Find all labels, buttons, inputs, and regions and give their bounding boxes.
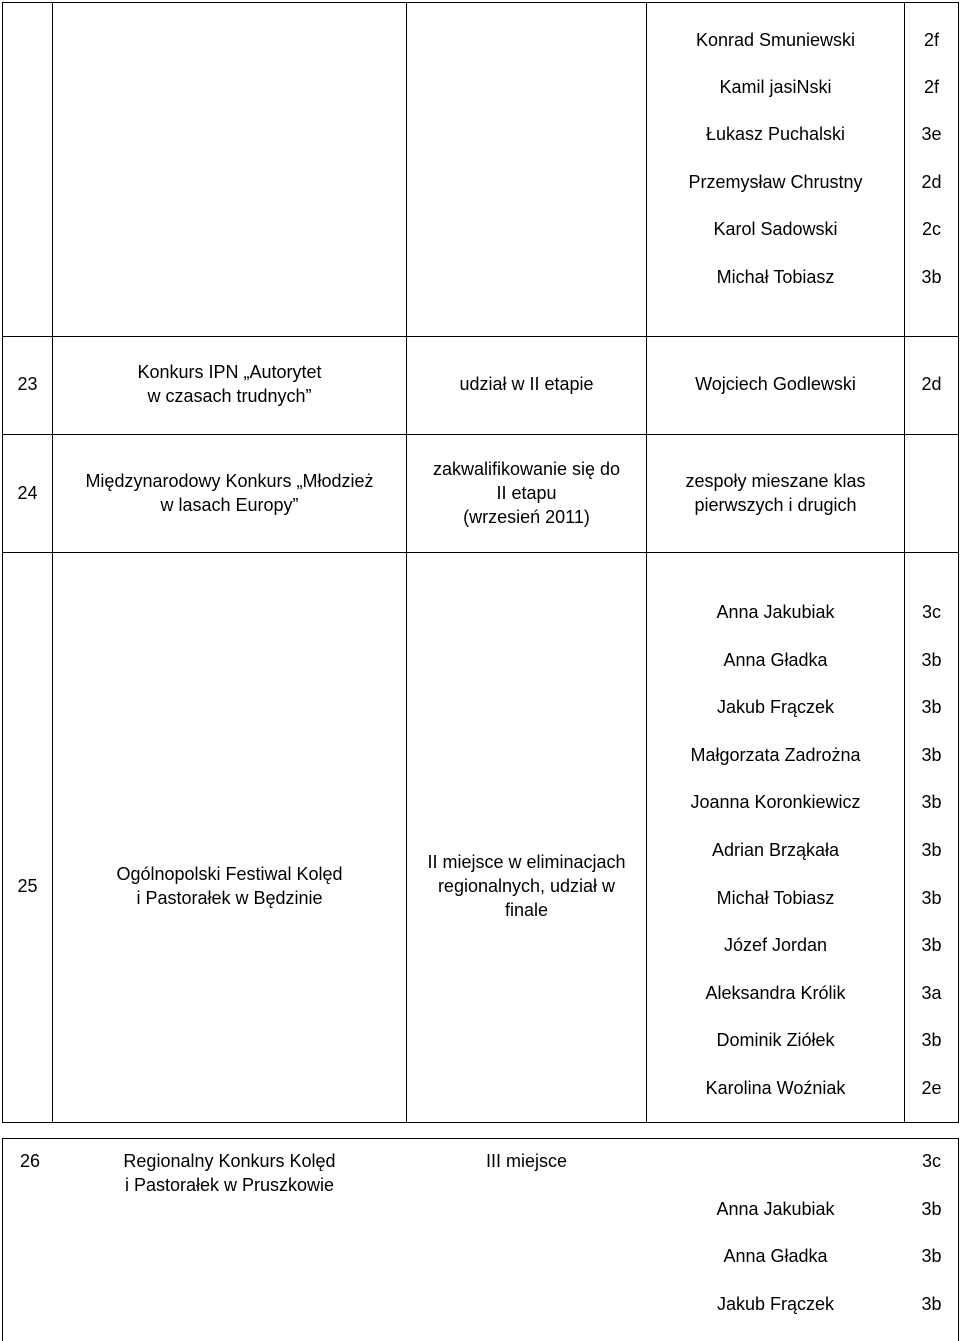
student-name: Adrian Brząkała — [711, 840, 840, 860]
contest-result: regionalnych, udział w — [437, 876, 616, 896]
student-class: 3e — [921, 124, 942, 144]
student-name: Karol Sadowski — [713, 219, 838, 239]
student-class: 3b — [921, 1030, 942, 1050]
student-name: Łukasz Puchalski — [705, 124, 846, 144]
contest-name: Międzynarodowy Konkurs „Młodzież — [85, 471, 374, 491]
student-name: Kamil jasiNski — [719, 77, 832, 97]
student-name: Jakub Frączek — [716, 697, 835, 717]
student-name: Małgorzata Zadrożna — [690, 745, 861, 765]
student-name: Konrad Smuniewski — [695, 30, 856, 50]
student-name: Józef Jordan — [723, 935, 828, 955]
team-description: zespoły mieszane klas — [685, 471, 866, 491]
student-class: 3a — [921, 983, 942, 1003]
student-class: 2d — [921, 172, 942, 192]
contest-name: i Pastorałek w Pruszkowie — [124, 1175, 335, 1195]
student-class: 3b — [921, 1199, 942, 1219]
student-class: 3b — [921, 840, 942, 860]
student-name: Wojciech Godlewski — [695, 374, 856, 394]
contest-result: (wrzesień 2011) — [463, 507, 590, 527]
student-class: 3b — [921, 935, 942, 955]
student-class: 3b — [921, 650, 942, 670]
student-class: 3b — [921, 888, 942, 908]
student-class: 3b — [921, 745, 942, 765]
student-class: 3c — [921, 1151, 941, 1171]
student-name: Przemysław Chrustny — [688, 172, 863, 192]
student-name: Anna Jakubiak — [716, 602, 835, 622]
student-name: Joanna Koronkiewicz — [690, 792, 861, 812]
student-name: Anna Gładka — [723, 1246, 828, 1266]
contest-name: Regionalny Konkurs Kolęd — [123, 1151, 336, 1171]
student-class: 3b — [921, 267, 942, 287]
row-number: 23 — [17, 374, 38, 394]
row-number: 25 — [17, 876, 38, 896]
student-name: Karolina Woźniak — [705, 1078, 846, 1098]
student-name: Anna Gładka — [723, 650, 828, 670]
row-number: 24 — [17, 483, 38, 503]
student-name: Anna Jakubiak — [716, 1199, 835, 1219]
student-name: Jakub Frączek — [716, 1294, 835, 1314]
student-name: Michał Tobiasz — [716, 888, 835, 908]
student-class: 2d — [921, 374, 942, 394]
student-class: 3b — [921, 1246, 942, 1266]
contest-result: II miejsce w eliminacjach — [427, 852, 626, 872]
student-class: 2f — [923, 30, 939, 50]
student-class: 2e — [921, 1078, 942, 1098]
student-class: 3b — [921, 1294, 942, 1314]
contest-name: w lasach Europy” — [160, 495, 299, 515]
student-class: 2f — [923, 77, 939, 97]
student-class: 3b — [921, 697, 942, 717]
student-class: 3c — [921, 602, 941, 622]
contest-name: i Pastorałek w Będzinie — [136, 888, 323, 908]
contest-result: II etapu — [496, 483, 557, 503]
contest-name: w czasach trudnych” — [147, 386, 312, 406]
contest-result: III miejsce — [485, 1151, 568, 1171]
team-description: pierwszych i drugich — [694, 495, 857, 515]
student-name: Dominik Ziółek — [716, 1030, 835, 1050]
student-class: 2c — [921, 219, 941, 239]
student-name: Aleksandra Królik — [705, 983, 846, 1003]
contest-name: Ogólnopolski Festiwal Kolęd — [116, 864, 343, 884]
contest-result: zakwalifikowanie się do — [432, 459, 621, 479]
contest-name: Konkurs IPN „Autorytet — [137, 362, 322, 382]
student-name: Michał Tobiasz — [716, 267, 835, 287]
row-number: 26 — [20, 1151, 41, 1171]
student-class: 3b — [921, 792, 942, 812]
contest-result: udział w II etapie — [459, 374, 594, 394]
contest-result: finale — [504, 900, 549, 920]
